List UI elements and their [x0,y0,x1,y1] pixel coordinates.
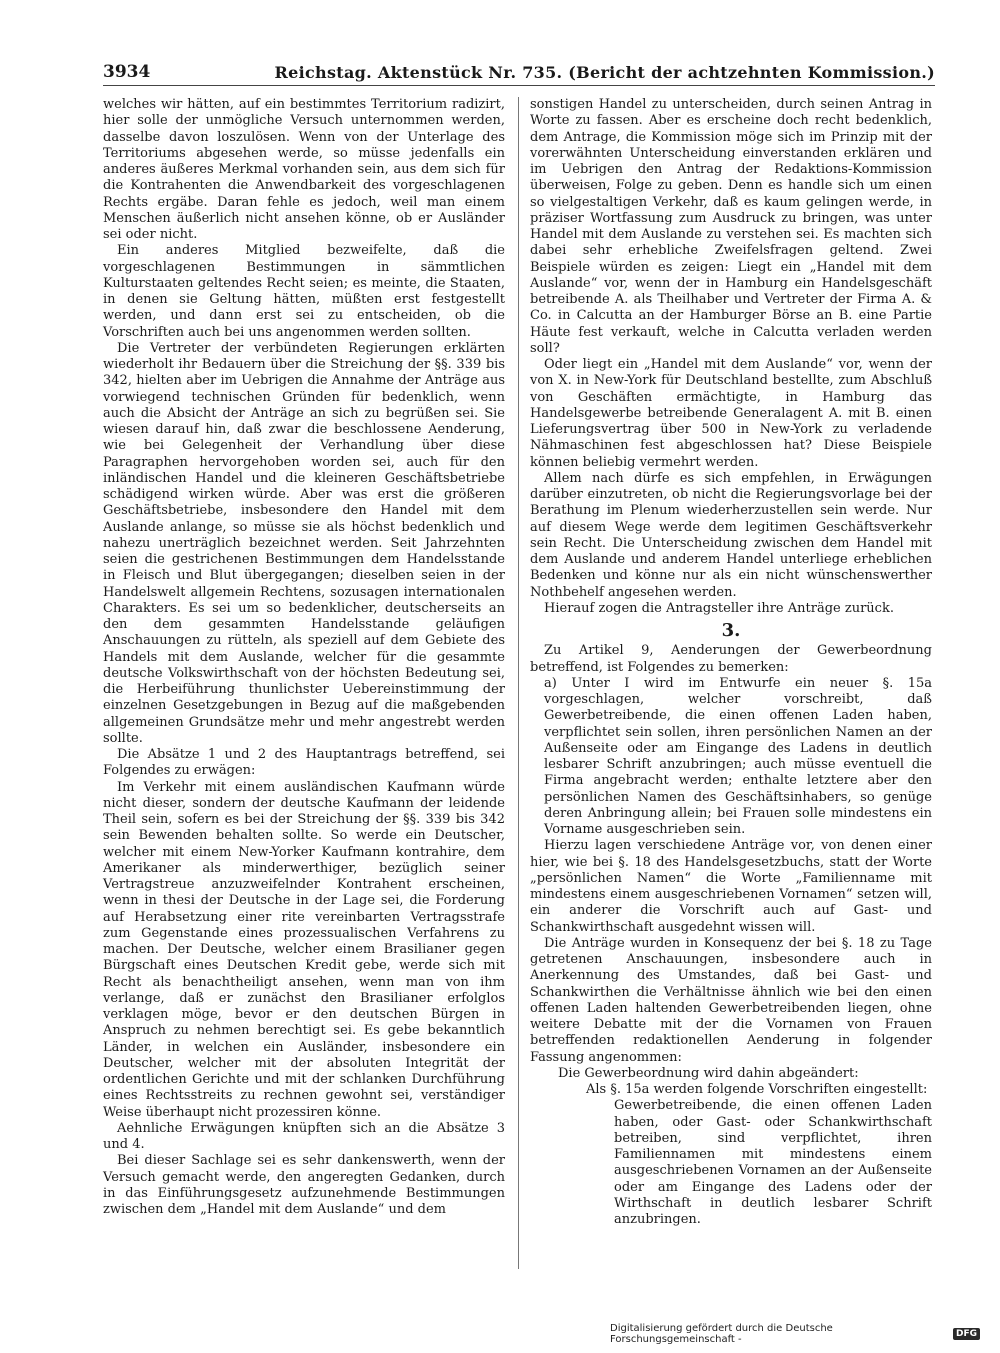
footer-text: Digitalisierung gefördert durch die Deutsche Forschungsgemeinschaft - [610,1323,833,1345]
page-header [103,52,935,86]
paragraph: Die Anträge wurden in Konsequenz der bei §. 18 zu Tage getretenen Anschauungen, insbesondere auch in Anerkennung des Umstandes, daß bei Gast- und Schankwirthen die Verhältnisse ähnlich wie bei den einen offenen Laden haltenden Gewerbetreibenden liegen, ohne weitere Debatte mit der die Vornamen von Frauen betreffenden redaktionellen Aenderung in folgender Fassung angenommen: [530,935,932,1065]
list-item: a) Unter I wird im Entwurfe ein neuer §. 15a vorgeschlagen, welcher vorschreibt, daß Gewerbetreibende, die einen offenen Laden haben, verpflichtet sein sollen, ihren persönlichen Namen an der Außenseite oder am Eingange des Ladens in deutlich lesbarer Schrift anzubringen; auch müsse eventuell die Firma angebracht werden; enthalte letztere aber den persönlichen Namen des Geschäftsinhabers, so genüge deren Anbringung allein; bei Frauen solle mindestens ein Vorname ausgeschrieben sein. [544,675,932,837]
paragraph: sonstigen Handel zu unterscheiden, durch seinen Antrag in Worte zu fassen. Aber es erscheine doch recht bedenklich, dem Antrage, die Kommission möge sich im Prinzip mit der vorerwähnten Unterscheidung einverstanden erklären und im Uebrigen den Antrag der Redaktions-Kommission überweisen, Folge zu geben. Denn es handle sich um einen so vielgestaltigen Verkehr, daß es kaum gelingen werde, in präziser Wortfassung zum Ausdruck zu bringen, was unter Handel mit dem Auslande zu verstehen sei. Es machten sich dabei sehr erhebliche Zweifelsfragen geltend. Zwei Beispiele würden es zeigen: Liegt ein „Handel mit dem Auslande“ vor, wenn der in Hamburg ein Handelsgeschäft betreibende A. als Theilhaber und Vertreter der Firma A. & Co. in Calcutta an der Hamburger Börse an B. eine Partie Häute fest verkauft, welche in Calcutta verladen werden soll? [530,97,932,356]
paragraph: Allem nach dürfe es sich empfehlen, in Erwägungen darüber einzutreten, ob nicht die Regierungsvorlage bei der Berathung im Plenum wiederherzustellen sein werde. Nur auf diesem Wege werde dem legitimen Geschäftsverkehr sein Recht. Die Unterscheidung zwischen dem Handel mit dem Auslande und anderem Handel unterliege erheblichen Bedenken und könne nur als ein nicht wünschenswerther Nothbehelf angesehen werden. [530,470,932,600]
page-title: Reichstag. Aktenstück Nr. 735. (Bericht der achtzehnten Kommission.) [274,63,935,82]
paragraph: Die Absätze 1 und 2 des Hauptantrags betreffend, sei Folgendes zu erwägen: [103,747,505,779]
paragraph: Oder liegt ein „Handel mit dem Auslande“ vor, wenn der von X. in New-York für Deutschland bestellte, zum Abschluß von Geschäften ermächtigte, in Hamburg das Handelsgewerbe betreibende Generalagent A. mit B. einen Lieferungsvertrag über 500 in New-York zu verladende Nähmaschinen fest abgeschlossen hat? Diese Beispiele können beliebig vermehrt werden. [530,357,932,470]
dfg-logo: DFG [953,1328,980,1340]
left-column [103,97,505,1218]
paragraph: Hierauf zogen die Antragsteller ihre Anträge zurück. [544,600,894,616]
quote-lead: Die Gewerbeordnung wird dahin abgeändert: [558,1065,859,1081]
paragraph: Die Vertreter der verbündeten Regierungen erklärten wiederholt ihr Bedauern über die Streichung der §§. 339 bis 342, hielten aber im Uebrigen die Annahme der Anträge aus vorwiegend technischen Gründen für bedenklich, wenn auch die Absicht der Anträge an sich zu begrüßen sei. Sie wiesen darauf hin, daß zwar die beschlossene Aenderung, wie bei Gelegenheit der Verhandlung über diese Paragraphen hervorgehoben worden sei, auch für den inländischen Handel und die kleineren Geschäftsbetriebe schädigend wirken würde. Aber was erst die größeren Geschäftsbetriebe, insbesondere den Handel mit dem Auslande anlange, so müsse sie als höchst bedenklich und nahezu unerträglich bezeichnet werden. Seit Jahrzehnten seien die gestrichenen Bestimmungen dem Handelsstande in Fleisch und Blut übergegangen; dieselben seien in der Handelswelt allgemein Rechtens, sozusagen internationalen Charakters. Es sei um so bedenklicher, deutscherseits an den dem gesammten Handelsstande geläufigen Anschauungen zu rütteln, als speziell auf dem Gebiete des Handels mit dem Auslande, welcher für die gesammte deutsche Volkswirthschaft von der höchsten Bedeutung sei, die Herbeiführung thunlichster Uebereinstimmung der einzelnen Gesetzgebungen in Bezug auf die maßgebenden allgemeinen Grundsätze mehr und mehr angestrebt werden sollte. [103,340,505,746]
quote-lead-section: Als §. 15a werden folgende Vorschriften eingestellt: [586,1082,928,1097]
right-column [530,97,932,1228]
paragraph: welches wir hätten, auf ein bestimmtes Territorium radizirt, hier solle der unmögliche Versuch unternommen werden, dasselbe davon loszulösen. Wenn von der Unterlage des Territoriums abgesehen werde, so müsse jedenfalls ein anderes äußeres Merkmal vorhanden sein, aus dem sich für die Kontrahenten die Anwendbarkeit des vorgeschlagenen Rechts ergäbe. Daran fehle es jedoch, weil man einem Menschen äußerlich nicht ansehen könne, ob er Ausländer sei oder nicht. [103,97,505,242]
section-intro: Zu Artikel 9, Aenderungen der Gewerbeordnung betreffend, ist Folgendes zu bemerken: [530,643,932,675]
footer [610,1325,980,1343]
section-number: 3. [721,620,741,641]
page-number: 3934 [103,62,151,82]
paragraph: Aehnliche Erwägungen knüpften sich an die Absätze 3 und 4. [103,1120,505,1152]
column-divider [518,97,519,1269]
paragraph: Ein anderes Mitglied bezweifelte, daß die vorgeschlagenen Bestimmungen in sämmtlichen Kulturstaaten geltendes Recht seien; es meinte, die Staaten, in denen sie Geltung hätten, müßten erst festgestellt werden, und dann erst sei zu entscheiden, ob die Vorschriften auch bei uns angenommen werden sollten. [103,243,505,340]
quote-body: Gewerbetreibende, die einen offenen Laden haben, oder Gast- oder Schankwirthschaft betreiben, sind verpflichtet, ihren Familiennamen mit mindestens einem ausgeschriebenen Vornamen an der Außenseite oder am Eingange des Ladens oder der Wirthschaft in deutlich lesbarer Schrift anzubringen. [614,1098,932,1227]
paragraph: Im Verkehr mit einem ausländischen Kaufmann würde nicht dieser, sondern der deutsche Kaufmann der leidende Theil sein, sofern es bei der Streichung der §§. 339 bis 342 sein Bewenden behalten sollte. So werde ein Deutscher, welcher mit einem New-Yorker Kaufmann kontrahire, dem Amerikaner als minderwerthiger, bezüglich seiner Vertragstreue anzuzweifelnder Kontrahent erscheinen, wenn in thesi der Deutsche in der Lage sei, die Forderung auf Herabsetzung einer rite vereinbarten Vertragsstrafe zum Gegenstande eines prozessualischen Verfahrens zu machen. Der Deutsche, welcher einem Brasilianer gegen Bürgschaft eines Deutschen Kredit gebe, werde sich mit Recht als benachtheiligt ansehen, wenn man von ihm verlange, daß er zunächst den Brasilianer erfolglos verklagen möge, bevor er den deutschen Bürgen in Anspruch zu nehmen berechtigt sei. Es gebe bekanntlich Länder, in welchen ein Ausländer, insbesondere ein Deutscher, welcher mit der absoluten Integrität der ordentlichen Gerichte und mit der schlanken Durchführung eines Rechtsstreits zu rechnen gewohnt sei, verständiger Weise überhaupt nicht prozessiren könne. [103,779,505,1120]
paragraph: Bei dieser Sachlage sei es sehr dankenswerth, wenn der Versuch gemacht werde, den angeregten Gedanken, durch in das Einführungsgesetz aufzunehmende Bestimmungen zwischen dem „Handel mit dem Auslande“ und dem [103,1153,505,1217]
paragraph: Hierzu lagen verschiedene Anträge vor, von denen einer hier, wie bei §. 18 des Handelsgesetzbuchs, statt der Worte „persönlichen Namen“ die Worte „Familienname mit mindestens einem ausgeschriebenen Vornamen“ setzen will, ein anderer die Vorschrift auch auf Gast- und Schankwirthschaft ausgedehnt wissen will. [530,838,932,935]
